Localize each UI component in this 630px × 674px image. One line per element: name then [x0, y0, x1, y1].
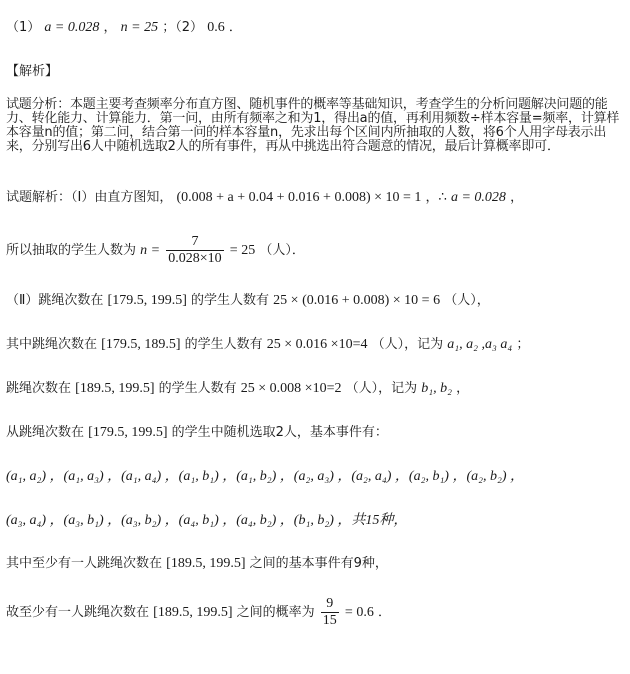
events-row-2: (a₃, a₄) ，(a₃, b₁) ，(a₃, b₂) ，(a₄, b₁) ，(a₄, b₂) ，(b₁, b₂) ，共15种， — [6, 513, 408, 528]
step4-names: a₁, a₂ ,a₃ a₄ — [447, 337, 513, 352]
step4-suffix: （人），记为 — [371, 337, 444, 352]
answer-part2-label: ；（2） — [162, 20, 204, 35]
solution-step-1 — [6, 190, 523, 205]
answer-separator: ， — [103, 20, 117, 35]
step3-equation: 25 × (0.016 + 0.008) × 10 = 6 — [273, 293, 441, 308]
step2-result: = 25 — [229, 243, 256, 258]
step5-suffix: （人），记为 — [345, 381, 418, 396]
step5-names: b₁, b₂ — [421, 381, 452, 396]
analysis-paragraph: 试题分析：本题主要考查频率分布直方图、随机事件的概率等基础知识，考查学生的分析问题解决问题的能力、转化能力、计算能力．第一问，由所有频率之和为1，得出a的值，再利用频数÷样本容量=频率，计算样本容量n的值；第二问，结合第一问的样本容量n，先求出每个区间内所抽取的人数，将6个人用字母表示出来，分别写出6人中随机选取2人的所有事件，再从中挑选出符合题意的情况，最后计算概率即可． — [6, 97, 620, 154]
step2-denominator: 0.028×10 — [168, 251, 222, 266]
solution-step-2 — [6, 234, 305, 267]
step2-numerator: 7 — [191, 234, 199, 249]
step5-end: ， — [456, 381, 470, 396]
step10-numerator: 9 — [326, 596, 334, 611]
step4-mid: 的学生人数有 — [184, 337, 263, 352]
step5-interval: [189.5, 199.5] — [75, 381, 155, 396]
events-row-1: (a₁, a₂) ，(a₁, a₃) ，(a₁, a₄) ，(a₁, b₁) ，(a₁, b₂) ，(a₂, a₃) ，(a₂, a₄) ，(a₂, b₁) ，(a₂, b₂) ， — [6, 469, 525, 484]
step9-prefix: 其中至少有一人跳绳次数在 — [6, 556, 163, 571]
step10-denominator: 15 — [322, 613, 337, 628]
step10-fraction — [321, 596, 339, 629]
step3-interval: [179.5, 199.5] — [107, 293, 187, 308]
step2-fraction — [166, 234, 223, 267]
step1-end: ， — [510, 190, 524, 205]
step1-result: a = 0.028 — [450, 190, 506, 205]
step9-interval: [189.5, 199.5] — [166, 556, 246, 571]
answer-n-value: n = 25 — [120, 20, 159, 35]
solution-step-10 — [6, 596, 391, 629]
answer-part2-value: 0.6 — [207, 20, 225, 35]
step1-equation: (0.008 + a + 0.04 + 0.016 + 0.008) × 10 = 1 — [176, 190, 422, 205]
step10-end: ． — [377, 605, 391, 620]
step10-prefix: 故至少有一人跳绳次数在 — [6, 605, 150, 620]
answer-line — [6, 20, 242, 35]
step5-mid: 的学生人数有 — [158, 381, 237, 396]
step1-prefix: 试题解析：（Ⅰ）由直方图知， — [6, 190, 173, 205]
step2-suffix: （人）． — [259, 243, 305, 258]
step4-interval: [179.5, 189.5] — [101, 337, 181, 352]
step10-mid: 之间的概率为 — [236, 605, 315, 620]
step6-suffix: 的学生中随机选取2人，基本事件有： — [171, 425, 388, 440]
step4-prefix: 其中跳绳次数在 — [6, 337, 98, 352]
step3-prefix: （Ⅱ）跳绳次数在 — [6, 293, 104, 308]
step2-prefix: 所以抽取的学生人数为 — [6, 243, 137, 258]
solution-step-6 — [6, 425, 388, 440]
section-title: 【解析】 — [6, 64, 59, 79]
solution-step-9 — [6, 556, 388, 571]
step3-suffix: （人）， — [444, 293, 490, 308]
step5-prefix: 跳绳次数在 — [6, 381, 72, 396]
step4-end: ； — [516, 337, 530, 352]
step6-interval: [179.5, 199.5] — [88, 425, 168, 440]
answer-part1-label: （1） — [6, 20, 41, 35]
solution-step-3 — [6, 293, 490, 308]
step10-result: = 0.6 — [344, 605, 374, 620]
step9-suffix: 之间的基本事件有9种， — [249, 556, 388, 571]
step5-equation: 25 × 0.008 ×10=2 — [240, 381, 342, 396]
step2-n: n = — [140, 243, 161, 258]
step1-therefore: ，∴ — [425, 190, 447, 205]
step3-mid: 的学生人数有 — [191, 293, 270, 308]
answer-a-value: a = 0.028 — [44, 20, 100, 35]
step6-prefix: 从跳绳次数在 — [6, 425, 85, 440]
step10-interval: [189.5, 199.5] — [153, 605, 233, 620]
step4-equation: 25 × 0.016 ×10=4 — [266, 337, 368, 352]
solution-step-4 — [6, 337, 529, 352]
answer-end: ． — [228, 20, 242, 35]
solution-step-5 — [6, 381, 469, 396]
